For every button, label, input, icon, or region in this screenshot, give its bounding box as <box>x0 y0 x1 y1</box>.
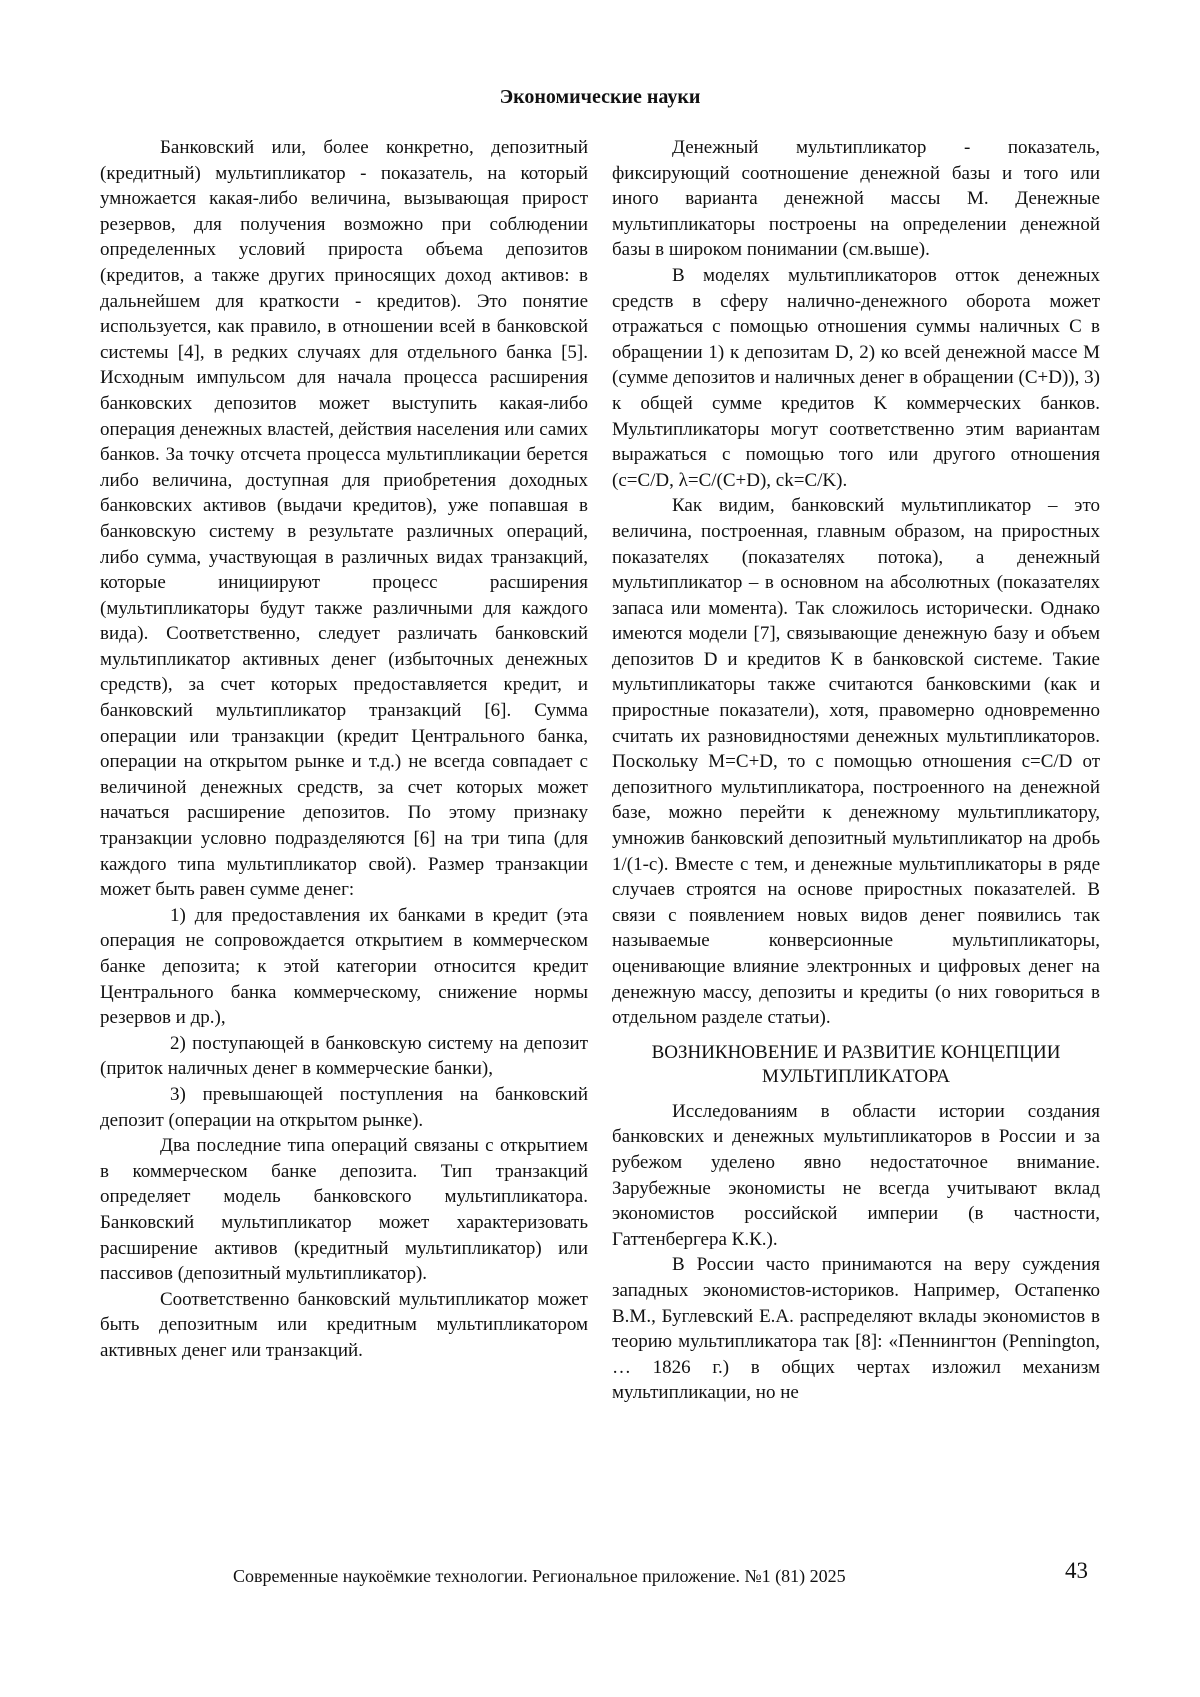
section-heading: ВОЗНИКНОВЕНИЕ И РАЗВИТИЕ КОНЦЕПЦИИ МУЛЬТИПЛИКАТОРА <box>651 1041 1061 1087</box>
journal-footer: Современные наукоёмкие технологии. Региональное приложение. №1 (81) 2025 <box>233 1566 846 1586</box>
paragraph: Банковский или, более конкретно, депозитный (кредитный) мультипликатор - показатель, на который умножается какая-либо величина, вызывающая прирост резервов, для получения возможно при соблюдении определенных условий прироста объема депозитов (кредитов, а также других приносящих доход активов: в дальнейшем для краткости - кредитов). Это понятие используется, как правило, в отношении всей в банковской системы [4], в редких случаях для отдельного банка [5]. Исходным импульсом для начала процесса расширения банковских депозитов может выступить какая-либо операция денежных властей, действия населения или самих банков. За точку отсчета процесса мультипликации берется либо величина, доступная для приобретения доходных банковских активов (выдачи кредитов), уже попавшая в банковскую систему в результате различных операций, либо сумма, участвующая в различных видах транзакций, которые инициируют процесс расширения (мультипликаторы будут также различными для каждого вида). Соответственно, следует различать банковский мультипликатор активных денег (избыточных денежных средств), за счет которых предоставляется кредит, и банковский мультипликатор транзакций [6]. Сумма операции или транзакции (кредит Центрального банка, операции на открытом рынке и т.д.) не всегда совпадает с величиной денежных средств, за счет которых может начаться расширение депозитов. По этому признаку транзакции условно подразделяются [6] на три типа (для каждого типа мультипликатор свой). Размер транзакции может быть равен сумме денег: <box>100 137 588 901</box>
list-item: 3) превышающей поступления на банковский депозит (операции на открытом рынке). <box>100 1083 588 1131</box>
section-header: Экономические науки <box>499 86 701 108</box>
paragraph: Два последние типа операций связаны с открытием в коммерческом банке депозита. Тип транзакций определяет модель банковского мультипликатора. Банковский мультипликатор может характеризовать расширение активов (кредитный мультипликатор) или пассивов (депозитный мультипликатор). <box>100 1135 588 1285</box>
right-column <box>612 135 1100 1406</box>
paragraph: Соответственно банковский мультипликатор может быть депозитным или кредитным мультипликатором активных денег или транзакций. <box>100 1288 588 1361</box>
paragraph: Исследованиям в области истории создания банковских и денежных мультипликаторов в России и за рубежом уделено явно недостаточное внимание. Зарубежные экономисты не всегда учитывают вклад экономистов российской империи (в частности, Гаттенбергера К.К.). <box>612 1100 1100 1250</box>
left-column <box>100 135 588 1364</box>
page-number: 43 <box>1065 1558 1088 1583</box>
paragraph: В моделях мультипликаторов отток денежных средств в сферу налично-денежного оборота может отражаться с помощью отношения суммы наличных C в обращении 1) к депозитам D, 2) ко всей денежной массе M (сумме депозитов и наличных денег в обращении (C+D)), 3) к общей сумме кредитов K коммерческих банков. Мультипликаторы могут соответственно этим вариантам выражаться с помощью того или другого отношения (c=C/D, λ=C/(C+D), ck=C/K). <box>612 264 1100 491</box>
paragraph: В России часто принимаются на веру суждения западных экономистов-историков. Например, Остапенко В.М., Буглевский Е.А. распределяют вклады экономистов в теорию мультипликатора так [8]: «Пеннингтон (Pennington, … 1826 г.) в общих чертах изложил механизм мультипликации, но не <box>612 1254 1100 1404</box>
list-item: 1) для предоставления их банками в кредит (эта операция не сопровождается открытием в коммерческом банке депозита; к этой категории относится кредит Центрального банка коммерческому, снижение нормы резервов и др.), <box>100 904 588 1029</box>
list-item: 2) поступающей в банковскую систему на депозит (приток наличных денег в коммерческие банки), <box>100 1032 588 1080</box>
paragraph: Денежный мультипликатор - показатель, фиксирующий соотношение денежной базы и того или иного варианта денежной массы M. Денежные мультипликаторы построены на определении денежной базы в широком понимании (см.выше). <box>612 137 1100 261</box>
paragraph: Как видим, банковский мультипликатор – это величина, построенная, главным образом, на приростных показателях (показателях потока), а денежный мультипликатор – в основном на абсолютных (показателях запаса или момента). Так сложилось исторически. Однако имеются модели [7], связывающие денежную базу и объем депозитов D и кредитов K в банковской системе. Такие мультипликаторы также считаются банковскими (как и приростные показатели), хотя, правомерно одновременно считать их разновидностями денежных мультипликаторов. Поскольку M=C+D, то с помощью отношения c=C/D от депозитного мультипликатора, построенного на денежной базе, можно перейти к денежному мультипликатору, умножив банковский депозитный мультипликатор на дробь 1/(1-c). Вместе с тем, и денежные мультипликаторы в ряде случаев строятся на основе приростных показателей. В связи с появлением новых видов денег появились так называемые конверсионные мультипликаторы, оценивающие влияние электронных и цифровых денег на денежную массу, депозиты и кредиты (о них говориться в отдельном разделе статьи). <box>612 495 1100 1029</box>
